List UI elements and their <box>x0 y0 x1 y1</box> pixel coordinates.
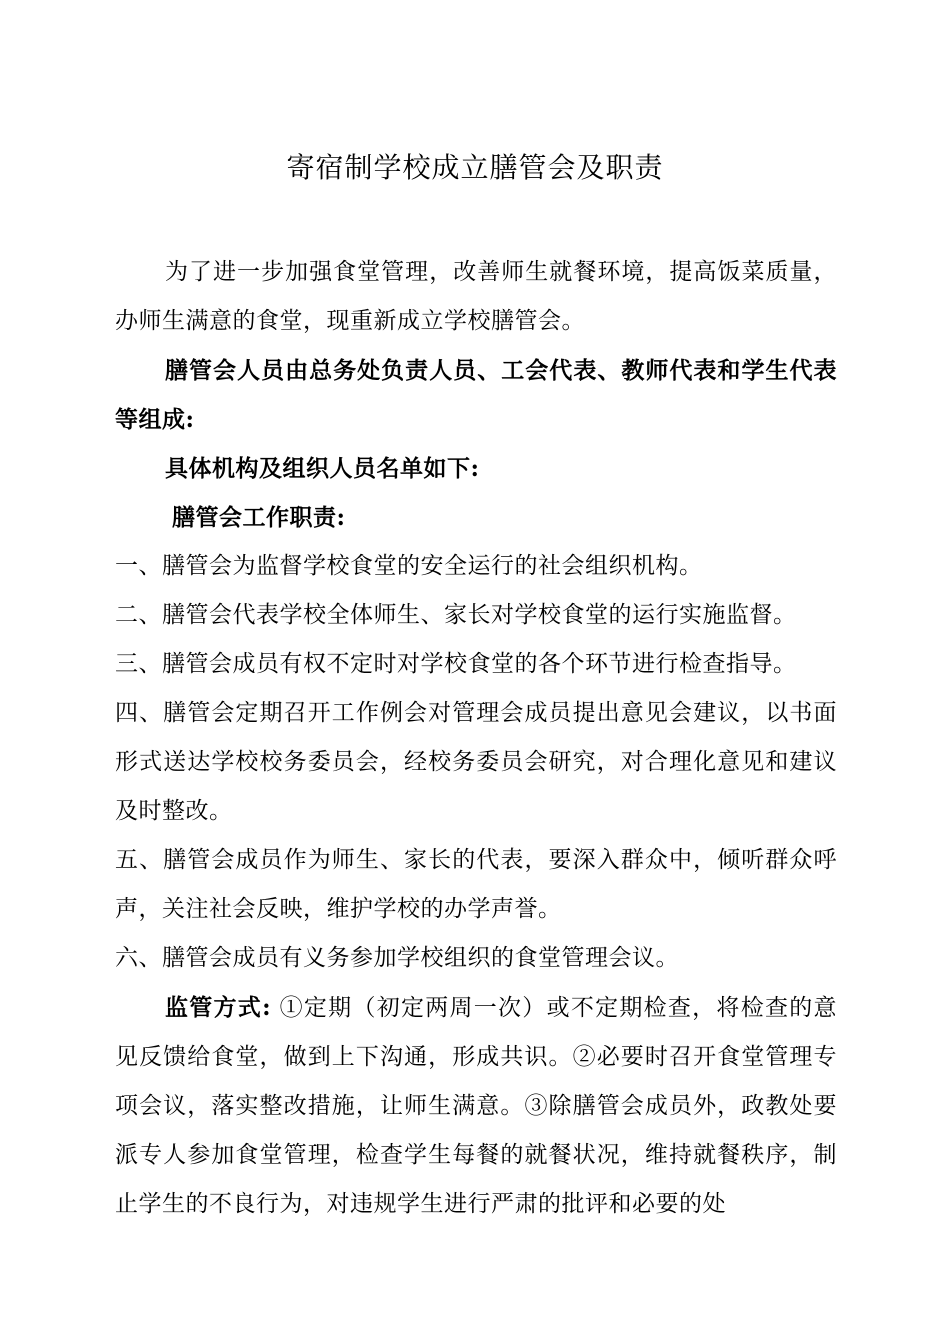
document-title: 寄宿制学校成立膳管会及职责 <box>286 151 664 184</box>
document-body <box>115 248 837 1229</box>
supervision-paragraph <box>115 983 837 1229</box>
intro-paragraph: 为了进一步加强食堂管理，改善师生就餐环境，提高饭菜质量，办师生满意的食堂，现重新成立学校膳管会。 <box>115 259 837 334</box>
structure-heading: 具体机构及组织人员名单如下: <box>165 455 480 482</box>
duty-item-6: 六、膳管会成员有义务参加学校组织的食堂管理会议。 <box>115 945 679 971</box>
members-heading: 膳管会人员由总务处负责人员、工会代表、教师代表和学生代表等组成: <box>115 357 837 433</box>
duty-item-4: 四、膳管会定期召开工作例会对管理会成员提出意见会建议，以书面形式送达学校校务委员会，经校务委员会研究，对合理化意见和建议及时整改。 <box>115 700 837 824</box>
duties-heading: 膳管会工作职责: <box>172 504 346 531</box>
duty-item-2: 二、膳管会代表学校全体师生、家长对学校食堂的运行实施监督。 <box>115 602 797 628</box>
supervision-label: 监管方式: <box>165 994 272 1021</box>
duty-item-1: 一、膳管会为监督学校食堂的安全运行的社会组织机构。 <box>115 553 703 579</box>
duty-item-5: 五、膳管会成员作为师生、家长的代表，要深入群众中，倾听群众呼声，关注社会反映，维护学校的办学声誉。 <box>115 847 837 922</box>
duty-item-3: 三、膳管会成员有权不定时对学校食堂的各个环节进行检查指导。 <box>115 651 797 677</box>
supervision-text: ①定期（初定两周一次）或不定期检查，将检查的意见反馈给食堂，做到上下沟通，形成共识。②必要时召开食堂管理专项会议，落实整改措施，让师生满意。③除膳管会成员外，政教处要派专人参加食堂管理，检查学生每餐的就餐状况，维持就餐秩序，制止学生的不良行为，对违规学生进行严肃的批评和必要的处 <box>115 995 837 1217</box>
